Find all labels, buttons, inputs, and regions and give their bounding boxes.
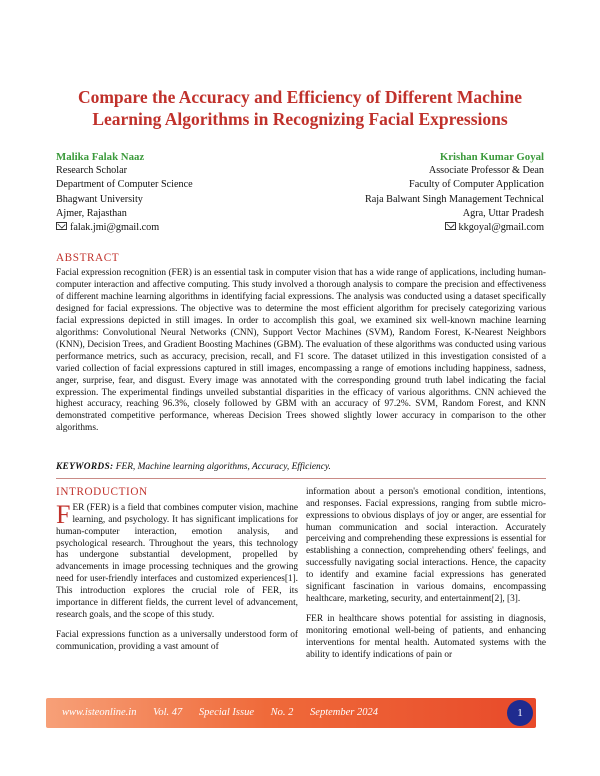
author-affiliation-line: Associate Professor & Dean	[428, 165, 544, 177]
author-email-line	[274, 221, 544, 235]
footer-issue: Special Issue	[198, 707, 255, 718]
author-affiliation-line: Ajmer, Rajasthan	[56, 207, 127, 219]
title-line-2: Learning Algorithms in Recognizing Facial Expressions	[92, 109, 508, 129]
footer-website[interactable]: www.isteonline.in	[62, 707, 137, 718]
abstract-body: Facial expression recognition (FER) is an essential task in computer vision that has a wide range of applications, including human-computer interaction and affective computing. This study involved a thorough analysis to compare the precision and effectiveness of different machine learning algorithms in identifying facial expressions. The analysis was conducted using a dataset specifically designed for facial expressions. The objective was to determine the most efficient algorithm for precisely categorizing various facial expressions depicted in still images. In order to accomplish this goal, we examined six well-known machine learning algorithms: Convolutional Neural Networks (CNN), Support Vector Machines (SVM), Random Forest, K-Nearest Neighbors (KNN), Decision Trees, and Gradient Boosting Machines (GBM). The evaluation of these algorithms was conducted using various performance metrics, such as accuracy, precision, recall, and F1 score. The dataset utilized in this investigation consisted of a varied collection of facial expressions captured in still images, encompassing a range of emotions including happiness, sadness, anger, surprise, fear, and disgust. Every image was annotated with the corresponding ground truth label indicating the facial expression. The experimental findings unveiled substantial disparities in the efficacy of various algorithms. CNN achieved the highest accuracy, reaching 96.3%, closely followed by GBM with an accuracy of 97.2%. SVM, Random Forest, and KNN demonstrated competitive performance, whereas Decision Trees showed slightly lower accuracy in comparison to the other algorithms.	[56, 268, 546, 434]
author-email[interactable]: falak.jmi@gmail.com	[70, 222, 160, 234]
body-paragraph: information about a person's emotional condition, intentions, and responses. Facial expressions, ranging from subtle micro-expressions to obvious displays of joy or anger, are essential for human communication and social interaction. Accurately perceiving and comprehending these expressions is essential for establishing a connection, comprehending others' feelings, and successfully navigating social interactions. Hence, the capacity to identify and examine facial expressions has generated significant fascination in various domains, encompassing healthcare, marketing, security, and entertainment[2], [3].	[306, 487, 546, 604]
right-column	[306, 487, 546, 671]
intro-paragraph-text: ER (FER) is a field that combines computer vision, machine learning, and psychology. It has significant implications for human-computer interaction, emotion analysis, and psychological research. Throughout the years, this technology has undergone substantial development, propelled by advancements in image processing techniques and the growing need for user-friendly interfaces and customized experiences[1]. This introduction explores the crucial role of FER, its importance in different fields, the current level of advancement, research goals, and the scope of this study.	[56, 503, 298, 620]
footer-number: No. 2	[270, 707, 294, 718]
author-affiliation-line: Department of Computer Science	[56, 179, 193, 191]
paper-title	[40, 86, 560, 130]
mail-icon	[445, 222, 456, 230]
drop-cap: F	[56, 500, 71, 529]
keywords-text: FER, Machine learning algorithms, Accuracy, Efficiency.	[115, 462, 331, 472]
section-divider	[56, 478, 546, 479]
author-name: Malika Falak Naaz	[56, 151, 145, 163]
body-paragraph: FER in healthcare shows potential for assisting in diagnosis, monitoring emotional well-being of patients, and enhancing interventions for mental health. Automated systems with the ability to identify indications of pain or	[306, 614, 546, 660]
footer-info	[62, 707, 392, 718]
title-line-1: Compare the Accuracy and Efficiency of Different Machine	[77, 87, 523, 107]
introduction-heading: INTRODUCTION	[56, 486, 148, 498]
intro-paragraph	[56, 500, 298, 621]
author-email[interactable]: kkgoyal@gmail.com	[458, 222, 544, 234]
author-affiliation-line: Raja Balwant Singh Management Technical	[364, 193, 544, 205]
footer-volume: Vol. 47	[153, 707, 183, 718]
left-column	[56, 500, 298, 663]
page-number-badge: 1	[507, 700, 533, 726]
author-affiliation-line: Bhagwant University	[56, 193, 143, 205]
intro-paragraph: Facial expressions function as a universally understood form of communication, providing a vast amount of	[56, 630, 298, 653]
author-block-2	[274, 150, 544, 235]
mail-icon	[56, 222, 67, 230]
author-affiliation-line: Agra, Uttar Pradesh	[462, 207, 544, 219]
footer-date: September 2024	[310, 707, 378, 718]
author-name: Krishan Kumar Goyal	[439, 151, 544, 163]
author-affiliation-line: Research Scholar	[56, 165, 127, 177]
abstract-heading: ABSTRACT	[56, 252, 120, 264]
author-affiliation-line: Faculty of Computer Application	[409, 179, 544, 191]
keywords-line	[56, 462, 546, 472]
keywords-label: KEYWORDS:	[56, 462, 114, 472]
